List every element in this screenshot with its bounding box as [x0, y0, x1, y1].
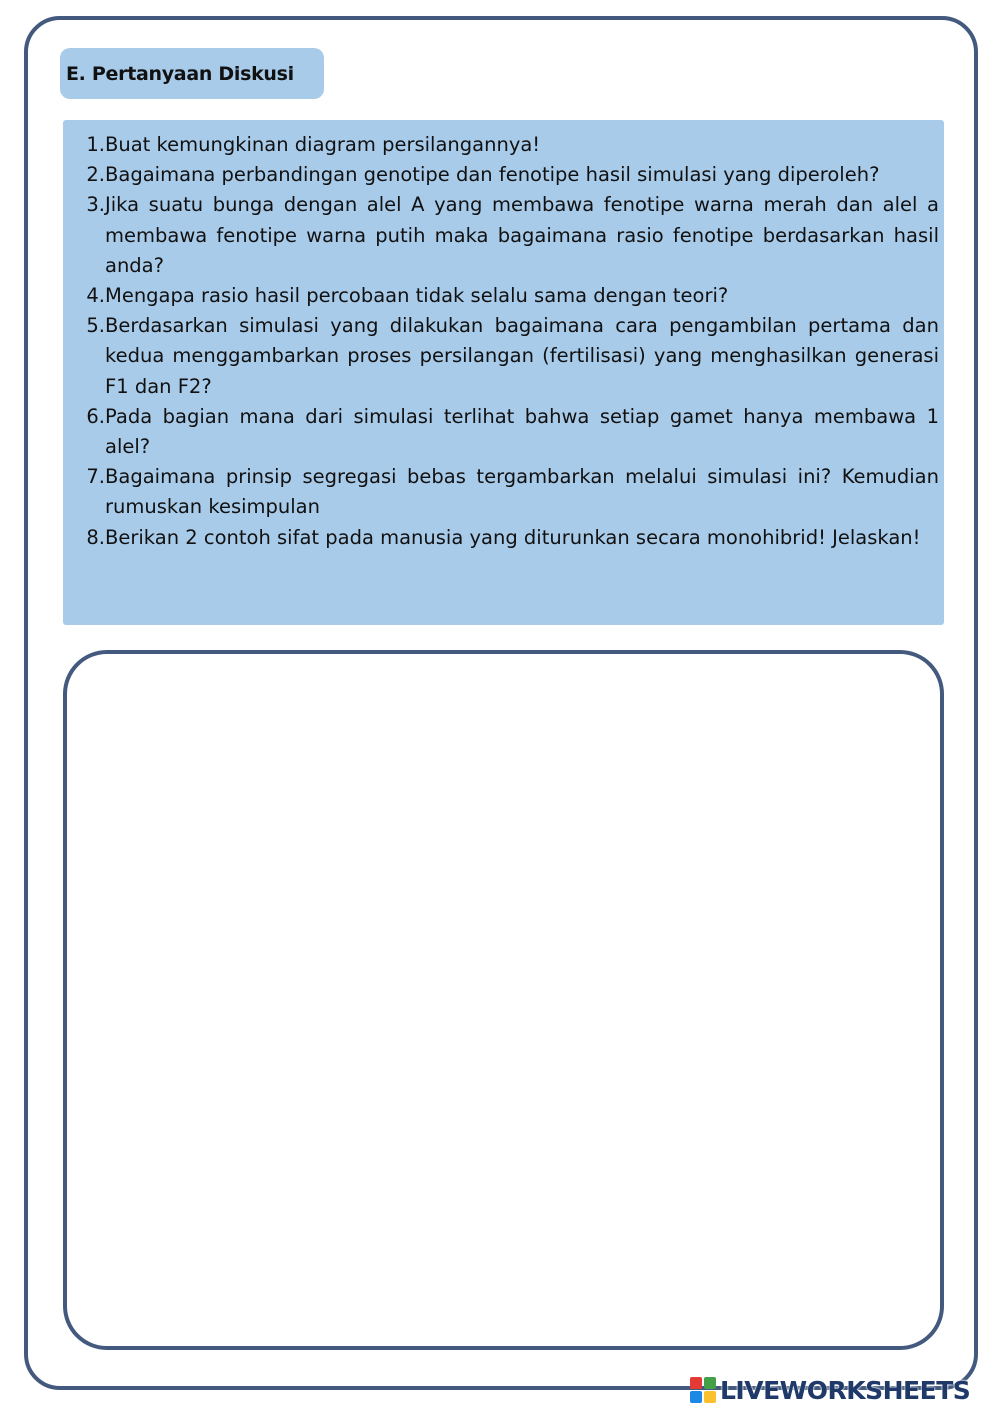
question-number: 2. — [86, 163, 105, 187]
question-text: Buat kemungkinan diagram persilangannya! — [105, 133, 541, 156]
watermark-text: LIVEWORKSHEETS — [720, 1375, 971, 1405]
question-text: Pada bagian mana dari simulasi terlihat bahwa setiap gamet hanya membawa 1 alel? — [105, 404, 939, 459]
question-item — [63, 281, 939, 311]
question-list — [63, 130, 939, 553]
question-number: 1. — [86, 133, 105, 156]
question-number: 4. — [86, 284, 105, 308]
question-item — [63, 160, 939, 190]
question-text: Berdasarkan simulasi yang dilakukan bagaimana cara pengambilan pertama dan kedua menggambarkan proses persilangan (fertilisasi) yang menghasilkan generasi F1 dan F2? — [105, 314, 939, 398]
answer-area[interactable] — [63, 650, 944, 1350]
logo-square-red — [690, 1377, 702, 1389]
question-text: Bagaimana perbandingan genotipe dan fenotipe hasil simulasi yang diperoleh? — [105, 163, 880, 187]
liveworksheets-logo-icon — [690, 1377, 716, 1403]
question-number: 6. — [86, 404, 105, 428]
liveworksheets-watermark — [690, 1374, 970, 1406]
question-item — [63, 523, 939, 553]
question-text: Berikan 2 contoh sifat pada manusia yang diturunkan secara monohibrid! Jelaskan! — [105, 525, 921, 549]
question-item — [63, 311, 939, 402]
question-item — [63, 402, 939, 462]
question-number: 8. — [86, 525, 105, 549]
section-header — [60, 48, 324, 99]
question-text: Bagaimana prinsip segregasi bebas tergambarkan melalui simulasi ini? Kemudian rumuskan kesimpulan — [105, 465, 939, 519]
question-text: Mengapa rasio hasil percobaan tidak selalu sama dengan teori? — [105, 284, 729, 308]
question-item — [63, 130, 939, 160]
question-item — [63, 462, 939, 522]
logo-square-green — [704, 1377, 716, 1389]
question-number: 7. — [86, 465, 105, 489]
question-number: 5. — [86, 314, 105, 338]
section-title: E. Pertanyaan Diskusi — [66, 62, 294, 85]
question-item — [63, 190, 939, 281]
question-number: 3. — [86, 193, 105, 217]
questions-panel — [63, 120, 944, 625]
logo-square-blue — [690, 1391, 702, 1403]
question-text: Jika suatu bunga dengan alel A yang membawa fenotipe warna merah dan alel a membawa fenotipe warna putih maka bagaimana rasio fenotipe berdasarkan hasil anda? — [105, 193, 939, 277]
logo-square-yellow — [704, 1391, 716, 1403]
